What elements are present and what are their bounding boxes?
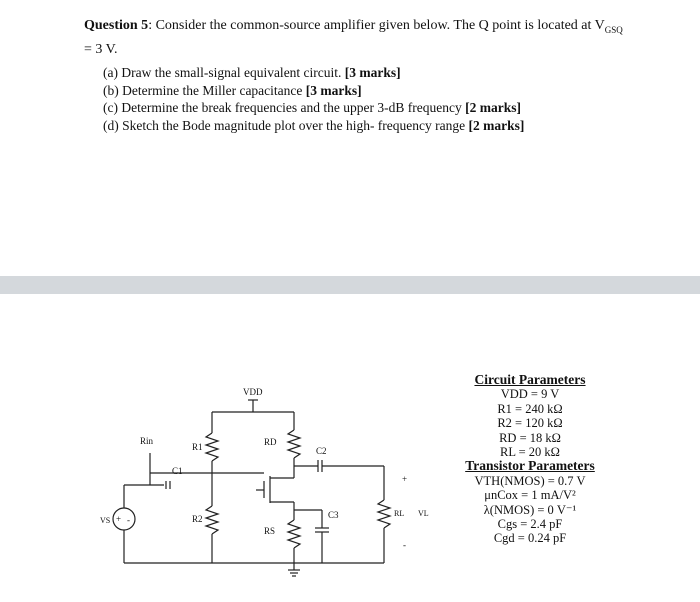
- rd-resistor: [288, 430, 300, 458]
- circuit-params-heading: Circuit Parameters: [474, 372, 586, 387]
- rs-resistor: [288, 520, 300, 548]
- separator-band: [0, 276, 700, 294]
- vs-label: VS: [100, 516, 111, 525]
- vl-label: VL: [418, 509, 429, 518]
- rd-label: RD: [264, 437, 277, 447]
- vgsq-value: = 3 V.: [84, 41, 118, 57]
- c3-label: C3: [328, 510, 339, 520]
- rs-label: RS: [264, 526, 276, 536]
- vs-minus: -: [127, 515, 130, 525]
- parameter-table: [460, 373, 600, 546]
- param-vth: VTH(NMOS) = 0.7 V: [474, 473, 586, 488]
- param-rl: RL = 20 kΩ: [500, 445, 560, 460]
- rl-resistor: [378, 500, 390, 528]
- param-rd: RD = 18 kΩ: [499, 430, 561, 445]
- param-lambda: λ(NMOS) = 0 V⁻¹: [483, 502, 577, 517]
- r1-resistor: [206, 433, 218, 461]
- vs-plus: +: [116, 514, 122, 524]
- vl-minus: -: [403, 540, 406, 550]
- vl-plus: +: [402, 474, 408, 484]
- param-r2: R2 = 120 kΩ: [497, 416, 563, 431]
- question-title: Question 5: [84, 18, 149, 33]
- rin-label: Rin: [140, 436, 154, 446]
- c2-label: C2: [316, 446, 327, 456]
- param-r1: R1 = 240 kΩ: [497, 401, 563, 416]
- question-parts: [103, 64, 524, 134]
- r2-resistor: [206, 506, 218, 534]
- question-text: [84, 16, 684, 59]
- param-cgd: Cgd = 0.24 pF: [493, 531, 567, 546]
- part-c: (c) Determine the break frequencies and the upper 3-dB frequency [2 marks]: [103, 100, 521, 115]
- param-cgs: Cgs = 2.4 pF: [497, 517, 563, 532]
- vgsq-subscript: GSQ: [604, 24, 623, 35]
- c1-label: C1: [172, 466, 183, 476]
- r2-label: R2: [192, 514, 203, 524]
- transistor-params-heading: Transistor Parameters: [465, 458, 595, 474]
- question-body: : Consider the common-source amplifier given below. The Q point is located at V: [148, 18, 605, 33]
- param-uncox: μnCox = 1 mA/V²: [484, 488, 576, 503]
- vdd-label: VDD: [243, 387, 263, 397]
- rl-label: RL: [394, 509, 405, 518]
- param-vdd: VDD = 9 V: [500, 387, 560, 402]
- part-a: (a) Draw the small-signal equivalent circuit. [3 marks]: [103, 65, 401, 80]
- r1-label: R1: [192, 442, 203, 452]
- part-b: (b) Determine the Miller capacitance [3 marks]: [103, 82, 362, 98]
- part-d: (d) Sketch the Bode magnitude plot over the high- frequency range [2 marks]: [103, 117, 525, 133]
